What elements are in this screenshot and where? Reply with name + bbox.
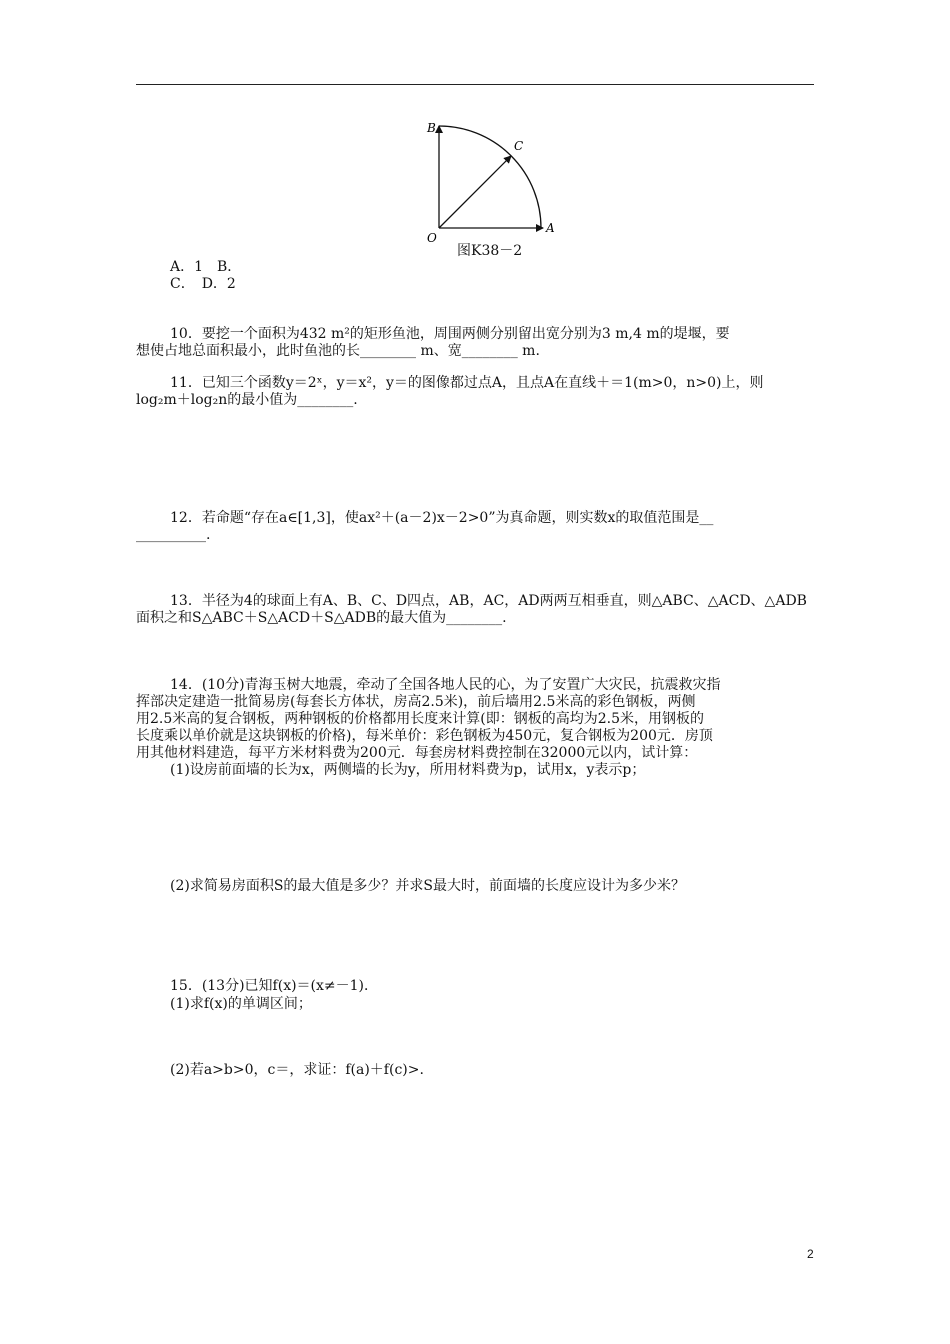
- q15-line1: 15．(13分)已知f(x)＝(x≠－1)．: [170, 978, 379, 994]
- q15-part2: (2)若a>b>0，c＝，求证：f(a)＋f(c)>.: [170, 1062, 424, 1078]
- q13-line1: 13．半径为4的球面上有A、B、C、D四点，AB，AC，AD两两互相垂直，则△ABC、△ACD、△ADB: [170, 593, 807, 609]
- header-rule: [136, 84, 814, 85]
- q10-line2: 想使占地总面积最小，此时鱼池的长________ m、宽________ m.: [136, 343, 540, 359]
- label-b: B: [427, 121, 436, 135]
- q14-line4: 长度乘以单价就是这块钢板的价格)，每米单价：彩色钢板为450元，复合钢板为200元．房顶: [136, 728, 713, 744]
- label-o: O: [427, 231, 437, 245]
- q14-part1: (1)设房前面墙的长为x，两侧墙的长为y，所用材料费为p，试用x，y表示p；: [170, 762, 646, 778]
- vector-oc: [439, 156, 511, 228]
- q14-line2: 挥部决定建造一批简易房(每套长方体状，房高2.5米)，前后墙用2.5米高的彩色钢板，两侧: [136, 694, 696, 710]
- q13-line2: 面积之和S△ABC＋S△ACD＋S△ADB的最大值为________.: [136, 610, 507, 626]
- q10-line1: 10．要挖一个面积为432 m²的矩形鱼池，周围两侧分别留出宽分别为3 m,4 m的堤堰，要: [170, 326, 730, 342]
- page-number: 2: [807, 1247, 814, 1261]
- label-c: C: [514, 139, 524, 153]
- q14-part2: (2)求简易房面积S的最大值是多少？并求S最大时，前面墙的长度应设计为多少米？: [170, 878, 686, 894]
- q9-options-line1: A．1 B．: [170, 259, 242, 275]
- q11-line2: log₂m＋log₂n的最小值为________.: [136, 392, 358, 408]
- figure-caption: 图K38－2: [457, 243, 523, 259]
- q14-line5: 用其他材料建造，每平方米材料费为200元．每套房材料费控制在32000元以内，试计算：: [136, 745, 698, 761]
- q11-line1: 11．已知三个函数y＝2ˣ，y＝x²，y＝的图像都过点A，且点A在直线＋＝1(m>0，n>0)上，则: [170, 375, 764, 391]
- q12-line1: 12．若命题“存在a∈[1,3]，使ax²＋(a－2)x－2>0”为真命题，则实数x的取值范围是__: [170, 510, 714, 526]
- label-a: A: [546, 221, 555, 235]
- q15-part1: (1)求f(x)的单调区间；: [170, 996, 312, 1012]
- q14-line1: 14．(10分)青海玉树大地震，牵动了全国各地人民的心，为了安置广大灾民，抗震救灾指: [170, 677, 721, 693]
- q12-line2: __________.: [136, 527, 211, 543]
- q14-line3: 用2.5米高的复合钢板，两种钢板的价格都用长度来计算(即：钢板的高均为2.5米，用钢板的: [136, 711, 704, 727]
- q9-options-line2: C． D．2: [170, 276, 236, 292]
